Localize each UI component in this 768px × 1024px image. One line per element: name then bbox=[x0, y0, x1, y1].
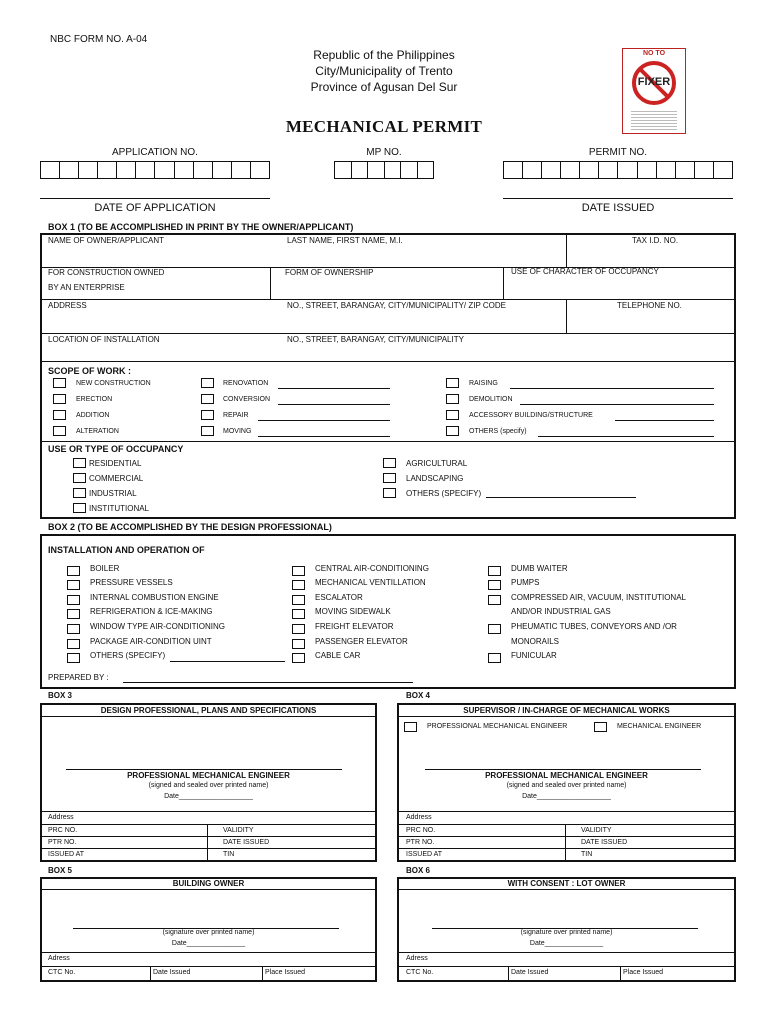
province-line: Province of Agusan Del Sur bbox=[310, 80, 458, 94]
occupancy-agricultural: AGRICULTURAL bbox=[406, 459, 468, 468]
install-checkbox[interactable] bbox=[292, 624, 305, 634]
box4-signature-line[interactable] bbox=[425, 769, 701, 770]
republic-line: Republic of the Philippines bbox=[313, 48, 455, 62]
install-checkbox[interactable] bbox=[67, 653, 80, 663]
scope-accessory: ACCESSORY BUILDING/STRUCTURE bbox=[469, 412, 593, 419]
box6-signature-caption: (signature over printed name) bbox=[520, 929, 613, 936]
box4-tin: TIN bbox=[581, 851, 593, 858]
occupancy-heading: USE OR TYPE OF OCCUPANCY bbox=[48, 444, 184, 454]
box4-signed: (signed and sealed over printed name) bbox=[506, 782, 627, 789]
occupancy-institutional: INSTITUTIONAL bbox=[89, 504, 150, 513]
box3-label: BOX 3 bbox=[48, 691, 73, 700]
divider bbox=[566, 234, 567, 267]
box3-date: Date___________________ bbox=[164, 793, 253, 800]
address-label: ADDRESS bbox=[48, 301, 87, 310]
occupancy-checkbox[interactable] bbox=[383, 473, 396, 483]
divider bbox=[41, 889, 376, 890]
install-compressed-air: COMPRESSED AIR, VACUUM, INSTITUTIONAL bbox=[511, 593, 686, 602]
divider bbox=[270, 267, 271, 300]
repair-line[interactable] bbox=[258, 420, 390, 421]
box6-title: WITH CONSENT : LOT OWNER bbox=[507, 879, 626, 888]
scope-alteration: ALTERATION bbox=[76, 428, 119, 435]
box6-date-issued: Date Issued bbox=[511, 969, 549, 976]
box5-signature-caption: (signature over printed name) bbox=[162, 929, 255, 936]
install-checkbox[interactable] bbox=[67, 580, 80, 590]
occupancy-commercial: COMMERCIAL bbox=[89, 474, 144, 483]
install-checkbox[interactable] bbox=[67, 639, 80, 649]
install-central-ac: CENTRAL AIR-CONDITIONING bbox=[315, 564, 429, 573]
box3-date-issued: DATE ISSUED bbox=[223, 839, 270, 846]
install-pressure-vessels: PRESSURE VESSELS bbox=[90, 578, 173, 587]
box4-checkbox[interactable] bbox=[594, 722, 607, 732]
divider bbox=[565, 824, 566, 861]
box1-heading: BOX 1 (TO BE ACCOMPLISHED IN PRINT BY THE OWNER/APPLICANT) bbox=[48, 222, 354, 232]
install-boiler: BOILER bbox=[90, 564, 120, 573]
divider bbox=[41, 952, 376, 953]
divider bbox=[41, 848, 376, 849]
box4-title: SUPERVISOR / IN-CHARGE OF MECHANICAL WORKS bbox=[463, 706, 670, 715]
install-checkbox[interactable] bbox=[292, 580, 305, 590]
scope-conversion: CONVERSION bbox=[223, 396, 271, 403]
divider bbox=[41, 966, 376, 967]
enterprise-label: BY AN ENTERPRISE bbox=[48, 283, 125, 292]
box3-validity: VALIDITY bbox=[223, 827, 254, 834]
box5-ctc: CTC No. bbox=[48, 969, 76, 976]
box5-date: Date_______________ bbox=[171, 940, 246, 947]
divider bbox=[262, 966, 263, 981]
box5-place-issued: Place Issued bbox=[265, 969, 306, 976]
divider bbox=[398, 848, 735, 849]
last-first-label: LAST NAME, FIRST NAME, M.I. bbox=[287, 236, 403, 245]
scope-checkbox[interactable] bbox=[201, 394, 214, 404]
scope-checkbox[interactable] bbox=[53, 426, 66, 436]
application-no-label: APPLICATION NO. bbox=[112, 147, 198, 158]
install-checkbox[interactable] bbox=[292, 653, 305, 663]
occupancy-checkbox[interactable] bbox=[73, 488, 86, 498]
scope-addition: ADDITION bbox=[76, 412, 110, 419]
form-number: NBC FORM NO. A-04 bbox=[50, 34, 148, 45]
tax-id-label: TAX I.D. NO. bbox=[632, 236, 679, 245]
moving-line[interactable] bbox=[258, 436, 390, 437]
divider bbox=[620, 966, 621, 981]
install-checkbox[interactable] bbox=[488, 580, 501, 590]
scope-others: OTHERS (specify) bbox=[469, 428, 527, 435]
install-industrial-gas: AND/OR INDUSTRIAL GAS bbox=[511, 607, 611, 616]
divider bbox=[508, 966, 509, 981]
divider bbox=[503, 267, 504, 300]
divider bbox=[41, 716, 376, 717]
box6-date: Date_______________ bbox=[529, 940, 604, 947]
install-checkbox[interactable] bbox=[292, 566, 305, 576]
divider bbox=[398, 824, 735, 825]
location-label: LOCATION OF INSTALLATION bbox=[48, 335, 160, 344]
divider bbox=[398, 952, 735, 953]
application-no-field[interactable] bbox=[40, 161, 270, 179]
box4-date-issued: DATE ISSUED bbox=[581, 839, 628, 846]
install-passenger-elevator: PASSENGER ELEVATOR bbox=[315, 637, 408, 646]
box3-address: Address bbox=[48, 814, 74, 821]
box3-signature-line[interactable] bbox=[66, 769, 342, 770]
box4-pme: PROFESSIONAL MECHANICAL ENGINEER bbox=[485, 771, 648, 780]
logo-top-text: NO TO bbox=[642, 50, 666, 57]
box6-label: BOX 6 bbox=[406, 866, 431, 875]
mp-no-field[interactable] bbox=[334, 161, 434, 179]
install-checkbox[interactable] bbox=[488, 595, 501, 605]
location-detail-label: NO., STREET, BARANGAY, CITY/MUNICIPALITY bbox=[287, 335, 464, 344]
box3-ptr: PTR NO. bbox=[48, 839, 77, 846]
scope-checkbox[interactable] bbox=[53, 378, 66, 388]
scope-erection: ERECTION bbox=[76, 396, 113, 403]
box5-date-issued: Date Issued bbox=[153, 969, 191, 976]
box4-validity: VALIDITY bbox=[581, 827, 612, 834]
box3-signed: (signed and sealed over printed name) bbox=[148, 782, 269, 789]
scope-checkbox[interactable] bbox=[53, 410, 66, 420]
scope-heading: SCOPE OF WORK : bbox=[48, 366, 131, 376]
box6-place-issued: Place Issued bbox=[623, 969, 664, 976]
scope-checkbox[interactable] bbox=[53, 394, 66, 404]
install-cable-car: CABLE CAR bbox=[315, 651, 361, 660]
occupancy-checkbox[interactable] bbox=[383, 458, 396, 468]
telephone-label: TELEPHONE NO. bbox=[617, 301, 682, 310]
logo-text: FIXER bbox=[637, 76, 671, 88]
box5-title: BUILDING OWNER bbox=[172, 879, 245, 888]
logo-fine-print bbox=[631, 111, 677, 131]
permit-no-label: PERMIT NO. bbox=[588, 147, 648, 158]
divider bbox=[41, 299, 735, 300]
occupancy-checkbox[interactable] bbox=[73, 473, 86, 483]
prepared-by-line[interactable] bbox=[123, 682, 413, 683]
install-combustion-engine: INTERNAL COMBUSTION ENGINE bbox=[90, 593, 219, 602]
date-application-label: DATE OF APPLICATION bbox=[94, 202, 216, 214]
owner-name-label: NAME OF OWNER/APPLICANT bbox=[48, 236, 165, 245]
demolition-line[interactable] bbox=[520, 404, 714, 405]
install-checkbox[interactable] bbox=[292, 639, 305, 649]
city-line: City/Municipality of Trento bbox=[315, 64, 453, 78]
scope-checkbox[interactable] bbox=[446, 410, 459, 420]
occupancy-checkbox[interactable] bbox=[383, 488, 396, 498]
divider bbox=[41, 441, 735, 442]
install-checkbox[interactable] bbox=[488, 566, 501, 576]
divider bbox=[398, 716, 735, 717]
scope-checkbox[interactable] bbox=[446, 394, 459, 404]
box5-label: BOX 5 bbox=[48, 866, 73, 875]
box2-heading: BOX 2 (TO BE ACCOMPLISHED BY THE DESIGN PROFESSIONAL) bbox=[48, 522, 332, 532]
mp-no-label: MP NO. bbox=[366, 147, 402, 158]
box3-pme: PROFESSIONAL MECHANICAL ENGINEER bbox=[127, 771, 290, 780]
scope-renovation: RENOVATION bbox=[223, 380, 269, 387]
occupancy-landscaping: LANDSCAPING bbox=[406, 474, 464, 483]
scope-demolition: DEMOLITION bbox=[469, 396, 513, 403]
scope-new-construction: NEW CONSTRUCTION bbox=[76, 380, 151, 387]
install-dumb-waiter: DUMB WAITER bbox=[511, 564, 568, 573]
install-checkbox[interactable] bbox=[292, 609, 305, 619]
divider bbox=[150, 966, 151, 981]
divider bbox=[41, 333, 735, 334]
install-checkbox[interactable] bbox=[292, 595, 305, 605]
divider bbox=[207, 824, 208, 861]
scope-raising: RAISING bbox=[469, 380, 498, 387]
install-checkbox[interactable] bbox=[67, 624, 80, 634]
permit-no-field[interactable] bbox=[503, 161, 733, 179]
install-ventilation: MECHANICAL VENTILLATION bbox=[315, 578, 426, 587]
scope-moving: MOVING bbox=[223, 428, 252, 435]
no-fixer-logo bbox=[622, 48, 686, 134]
occupancy-others: OTHERS (SPECIFY) bbox=[406, 489, 482, 498]
install-moving-sidewalk: MOVING SIDEWALK bbox=[315, 607, 391, 616]
install-checkbox[interactable] bbox=[488, 624, 501, 634]
install-freight-elevator: FREIGHT ELEVATOR bbox=[315, 622, 394, 631]
install-checkbox[interactable] bbox=[67, 595, 80, 605]
scope-checkbox[interactable] bbox=[201, 426, 214, 436]
box4-label: BOX 4 bbox=[406, 691, 431, 700]
scope-checkbox[interactable] bbox=[446, 426, 459, 436]
occupancy-checkbox[interactable] bbox=[73, 503, 86, 513]
date-application-line[interactable] bbox=[40, 198, 270, 199]
box3-tin: TIN bbox=[223, 851, 235, 858]
install-monorails: MONORAILS bbox=[511, 637, 560, 646]
box3-issued-at: ISSUED AT bbox=[48, 851, 85, 858]
divider bbox=[41, 361, 735, 362]
raising-line[interactable] bbox=[510, 388, 714, 389]
scope-repair: REPAIR bbox=[223, 412, 249, 419]
date-issued-label: DATE ISSUED bbox=[581, 202, 655, 214]
install-others-line[interactable] bbox=[170, 661, 285, 662]
construction-owned-label: FOR CONSTRUCTION OWNED bbox=[48, 268, 165, 277]
scope-checkbox[interactable] bbox=[201, 378, 214, 388]
box4-opt-me: MECHANICAL ENGINEER bbox=[617, 723, 702, 730]
date-issued-line[interactable] bbox=[503, 198, 733, 199]
install-package-ac: PACKAGE AIR-CONDITION UINT bbox=[90, 637, 212, 646]
occupancy-checkbox[interactable] bbox=[73, 458, 86, 468]
divider bbox=[41, 824, 376, 825]
box6-ctc: CTC No. bbox=[406, 969, 434, 976]
box4-opt-pme: PROFESSIONAL MECHANICAL ENGINEER bbox=[427, 723, 568, 730]
renovation-line[interactable] bbox=[278, 388, 390, 389]
address-detail-label: NO., STREET, BARANGAY, CITY/MUNICIPALITY/ ZIP CODE bbox=[287, 301, 507, 310]
scope-others-line[interactable] bbox=[538, 436, 714, 437]
scope-checkbox[interactable] bbox=[446, 378, 459, 388]
divider bbox=[41, 811, 376, 812]
divider bbox=[398, 966, 735, 967]
install-checkbox[interactable] bbox=[488, 653, 501, 663]
occupancy-others-line[interactable] bbox=[486, 497, 636, 498]
accessory-line[interactable] bbox=[615, 420, 714, 421]
box4-address: Address bbox=[406, 814, 432, 821]
divider bbox=[398, 836, 735, 837]
box4-prc: PRC NO. bbox=[406, 827, 436, 834]
form-ownership-label: FORM OF OWNERSHIP bbox=[285, 268, 374, 277]
divider bbox=[398, 889, 735, 890]
divider bbox=[398, 811, 735, 812]
box4-date: Date___________________ bbox=[522, 793, 611, 800]
prepared-by-label: PREPARED BY : bbox=[48, 673, 109, 682]
box4-ptr: PTR NO. bbox=[406, 839, 435, 846]
conversion-line[interactable] bbox=[278, 404, 390, 405]
install-window-ac: WINDOW TYPE AIR-CONDITIONING bbox=[90, 622, 225, 631]
install-pneumatic: PHEUMATIC TUBES, CONVEYORS AND /OR bbox=[511, 622, 677, 631]
divider bbox=[41, 836, 376, 837]
install-refrigeration: REFRIGERATION & ICE-MAKING bbox=[90, 607, 213, 616]
use-character-label: USE OF CHARACTER OF OCCUPANCY bbox=[511, 267, 659, 276]
install-escalator: ESCALATOR bbox=[315, 593, 363, 602]
scope-checkbox[interactable] bbox=[201, 410, 214, 420]
box3-prc: PRC NO. bbox=[48, 827, 78, 834]
divider bbox=[566, 299, 567, 333]
occupancy-residential: RESIDENTIAL bbox=[89, 459, 142, 468]
install-funicular: FUNICULAR bbox=[511, 651, 557, 660]
install-others: OTHERS (SPECIFY) bbox=[90, 651, 166, 660]
install-checkbox[interactable] bbox=[67, 609, 80, 619]
box3-title: DESIGN PROFESSIONAL, PLANS AND SPECIFICATIONS bbox=[100, 706, 317, 715]
install-checkbox[interactable] bbox=[67, 566, 80, 576]
box5-address: Adress bbox=[48, 955, 70, 962]
install-heading: INSTALLATION AND OPERATION OF bbox=[48, 545, 205, 555]
occupancy-industrial: INDUSTRIAL bbox=[89, 489, 137, 498]
box4-issued-at: ISSUED AT bbox=[406, 851, 443, 858]
box6-address: Adress bbox=[406, 955, 428, 962]
box4-checkbox[interactable] bbox=[404, 722, 417, 732]
page-title: MECHANICAL PERMIT bbox=[285, 117, 483, 136]
install-pumps: PUMPS bbox=[511, 578, 540, 587]
